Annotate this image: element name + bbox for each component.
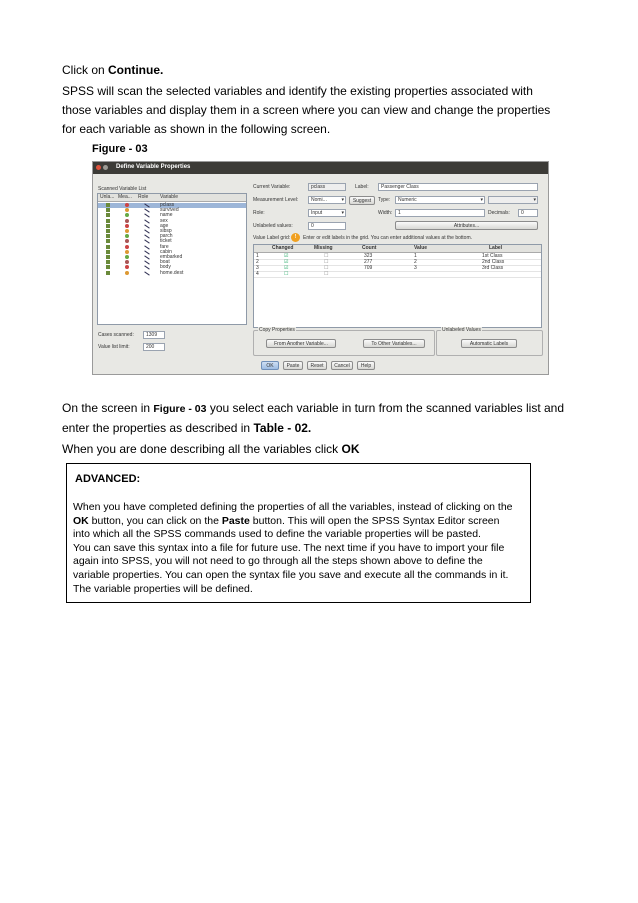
figure-caption: Figure - 03: [92, 143, 148, 155]
measure-level-icon: [125, 255, 129, 259]
decimals-label: Decimals:: [488, 210, 510, 216]
measure-level-icon: [125, 219, 129, 223]
unlabeled-checkbox-icon: [106, 271, 110, 275]
measurement-select[interactable]: Nomi... ▾: [308, 196, 346, 204]
measure-level-icon: [125, 208, 129, 212]
value-label-row[interactable]: [254, 272, 541, 278]
grid-header-missing: Missing: [314, 245, 333, 251]
width-field[interactable]: 1: [395, 209, 485, 217]
grid-hint-label: Value Label grid:: [253, 235, 291, 241]
measurement-label: Measurement Level:: [253, 197, 299, 203]
chevron-down-icon: ▾: [341, 210, 344, 216]
role-arrow-icon: [144, 271, 149, 275]
missing-checkbox[interactable]: ☐: [324, 265, 329, 271]
minimize-icon: [103, 165, 108, 170]
current-variable-label: Current Variable:: [253, 184, 291, 190]
value-cell: 3: [414, 265, 417, 271]
unlabeled-checkbox-icon: [106, 265, 110, 269]
variable-name: age: [160, 222, 169, 229]
missing-checkbox[interactable]: ☐: [324, 253, 329, 259]
variable-name: home.dest: [160, 269, 184, 276]
chevron-down-icon: ▾: [480, 197, 483, 203]
role-arrow-icon: [144, 235, 149, 239]
chevron-down-icon: ▾: [533, 197, 536, 203]
define-variable-properties-screenshot: [92, 161, 549, 375]
count-cell: 323: [364, 253, 373, 259]
role-arrow-icon: [144, 261, 149, 265]
unlabeled-checkbox-icon: [106, 219, 110, 223]
role-arrow-icon: [144, 229, 149, 233]
role-arrow-icon: [144, 240, 149, 244]
row-number: 3: [256, 265, 259, 271]
paragraph-select-variables: On the screen in Figure - 03 you select each variable in turn from the scanned variables list and enter the properties as described in Table - 02.: [62, 401, 565, 435]
window-title: Define Variable Properties: [116, 164, 191, 170]
close-icon: [96, 165, 101, 170]
to-other-variables-button[interactable]: To Other Variables...: [363, 339, 425, 348]
measure-level-icon: [125, 229, 129, 233]
label-cell: 1st Class: [482, 253, 503, 259]
role-arrow-icon: [144, 214, 149, 218]
continue-emphasis: Continue.: [108, 63, 164, 77]
cancel-button[interactable]: Cancel: [331, 361, 353, 370]
value-cell: 2: [414, 259, 417, 265]
from-another-variable-button[interactable]: From Another Variable...: [266, 339, 336, 348]
unlabeled-checkbox-icon: [106, 208, 110, 212]
grid-header: [254, 245, 541, 253]
unlabeled-values-field: 0: [308, 222, 346, 230]
changed-checkbox[interactable]: ☑: [284, 259, 289, 265]
unlabeled-checkbox-icon: [106, 260, 110, 264]
label-cell: 3rd Class: [482, 265, 504, 271]
unlabeled-values-group-label: Unlabeled Values: [442, 327, 481, 333]
measure-level-icon: [125, 271, 129, 275]
row-number: 1: [256, 253, 259, 259]
measure-level-icon: [125, 203, 129, 207]
type-label: Type:: [378, 197, 391, 203]
unlabeled-checkbox-icon: [106, 239, 110, 243]
role-arrow-icon: [144, 224, 149, 228]
role-arrow-icon: [144, 209, 149, 213]
paragraph-continue: Click on Continue.: [62, 63, 164, 77]
value-limit-field[interactable]: 200: [143, 343, 165, 351]
scanned-variable-list[interactable]: [97, 193, 247, 325]
measure-level-icon: [125, 260, 129, 264]
count-cell: 277: [364, 259, 373, 265]
variable-name: pclass: [160, 202, 175, 208]
variable-name: ticket: [160, 238, 172, 245]
role-arrow-icon: [144, 245, 149, 249]
unlabeled-values-label: Unlabeled values:: [253, 223, 293, 229]
decimals-field[interactable]: 0: [518, 209, 538, 217]
label-field[interactable]: Passenger Class: [378, 183, 538, 191]
unlabeled-checkbox-icon: [106, 213, 110, 217]
chevron-down-icon: ▾: [341, 197, 344, 203]
type-select[interactable]: Numeric ▾: [395, 196, 485, 204]
value-limit-label: Value list limit:: [98, 344, 130, 350]
grid-header-label: Label: [489, 245, 503, 251]
role-select[interactable]: Input ▾: [308, 209, 346, 217]
suggest-button[interactable]: Suggest: [349, 196, 375, 205]
unlabeled-checkbox-icon: [106, 229, 110, 233]
paste-button[interactable]: Paste: [283, 361, 303, 370]
row-number: 2: [256, 259, 259, 265]
label-label: Label:: [355, 184, 369, 190]
paragraph-click-ok: When you are done describing all the variables click OK: [62, 442, 360, 456]
list-header-measure: Mea...: [118, 194, 132, 200]
measure-level-icon: [125, 250, 129, 254]
grid-header-count: Count: [362, 245, 377, 251]
role-arrow-icon: [144, 219, 149, 223]
current-variable-field: pclass: [308, 183, 346, 191]
unlabeled-checkbox-icon: [106, 255, 110, 259]
role-arrow-icon: [144, 203, 149, 207]
label-cell: 2nd Class: [482, 259, 505, 265]
changed-checkbox[interactable]: ☑: [284, 265, 289, 271]
missing-checkbox[interactable]: ☐: [324, 271, 329, 277]
info-icon: !: [291, 233, 300, 242]
ok-button[interactable]: OK: [261, 361, 279, 370]
variable-name: boat: [160, 259, 170, 266]
measure-level-icon: [125, 213, 129, 217]
list-header: [98, 194, 246, 202]
width-label: Width:: [378, 210, 393, 216]
copy-properties-label: Copy Properties: [259, 327, 295, 333]
grid-header-value: Value: [414, 245, 428, 251]
window-titlebar: [93, 162, 548, 174]
measure-level-icon: [125, 239, 129, 243]
role-arrow-icon: [144, 255, 149, 259]
grid-hint-text: Enter or edit labels in the grid. You can enter additional values at the bottom.: [303, 235, 472, 241]
list-header-unlabeled: Unla...: [100, 194, 115, 200]
missing-checkbox[interactable]: ☐: [324, 259, 329, 265]
scanned-list-label: Scanned Variable List: [98, 186, 147, 192]
variable-list-item[interactable]: [98, 271, 246, 276]
measure-level-icon: [125, 245, 129, 249]
variable-name: survived: [160, 207, 179, 214]
role-arrow-icon: [144, 266, 149, 270]
variable-name: sibsp: [160, 228, 172, 234]
list-header-variable: Variable: [160, 194, 178, 200]
variable-name: sex: [160, 217, 168, 224]
unlabeled-checkbox-icon: [106, 203, 110, 207]
row-number: 4: [256, 271, 259, 277]
advanced-title: ADVANCED:: [75, 473, 141, 485]
measure-level-icon: [125, 265, 129, 269]
value-label-grid[interactable]: [253, 244, 542, 328]
changed-checkbox[interactable]: ☐: [284, 271, 289, 277]
variable-name: embarked: [160, 254, 183, 260]
cases-scanned-field[interactable]: 1309: [143, 331, 165, 339]
list-header-role: Role: [138, 194, 149, 200]
variable-name: body: [160, 264, 171, 271]
changed-checkbox[interactable]: ☑: [284, 253, 289, 259]
advanced-note-box: [66, 463, 531, 603]
value-cell: 1: [414, 253, 417, 259]
unlabeled-checkbox-icon: [106, 245, 110, 249]
advanced-body: When you have completed defining the properties of all the variables, instead of clicking on the OK button, you can click on the Paste button. This will open the SPSS Syntax Editor screen into which all the SPSS commands used to define the variable properties will be pasted. You can save this syntax into a file for future use. The next time if you have to import your file again into SPSS, you will not need to go through all the steps shown above to define the variable properties. You can open the syntax file you save and execute all the commands in it. The variable properties will be defined.: [73, 501, 513, 595]
unlabeled-checkbox-icon: [106, 234, 110, 238]
help-button[interactable]: Help: [357, 361, 375, 370]
unlabeled-checkbox-icon: [106, 250, 110, 254]
reset-button[interactable]: Reset: [307, 361, 327, 370]
measure-level-icon: [125, 234, 129, 238]
variable-name: parch: [160, 233, 173, 240]
variable-name: fare: [160, 243, 169, 250]
automatic-labels-button[interactable]: Automatic Labels: [461, 339, 517, 348]
count-cell: 709: [364, 265, 373, 271]
attributes-button[interactable]: Attributes...: [395, 221, 538, 230]
unlabeled-checkbox-icon: [106, 224, 110, 228]
role-label: Role:: [253, 210, 265, 216]
variable-name: cabin: [160, 248, 172, 255]
type-extra-select[interactable]: [488, 196, 538, 204]
role-arrow-icon: [144, 250, 149, 254]
measure-level-icon: [125, 224, 129, 228]
paragraph-scan-description: SPSS will scan the selected variables and identify the existing properties associated with those variables and display them in a screen where you can view and change the properties for each variable as shown in the following screen.: [62, 84, 551, 136]
grid-header-changed: Changed: [272, 245, 294, 251]
cases-scanned-label: Cases scanned:: [98, 332, 134, 338]
variable-name: name: [160, 212, 173, 219]
